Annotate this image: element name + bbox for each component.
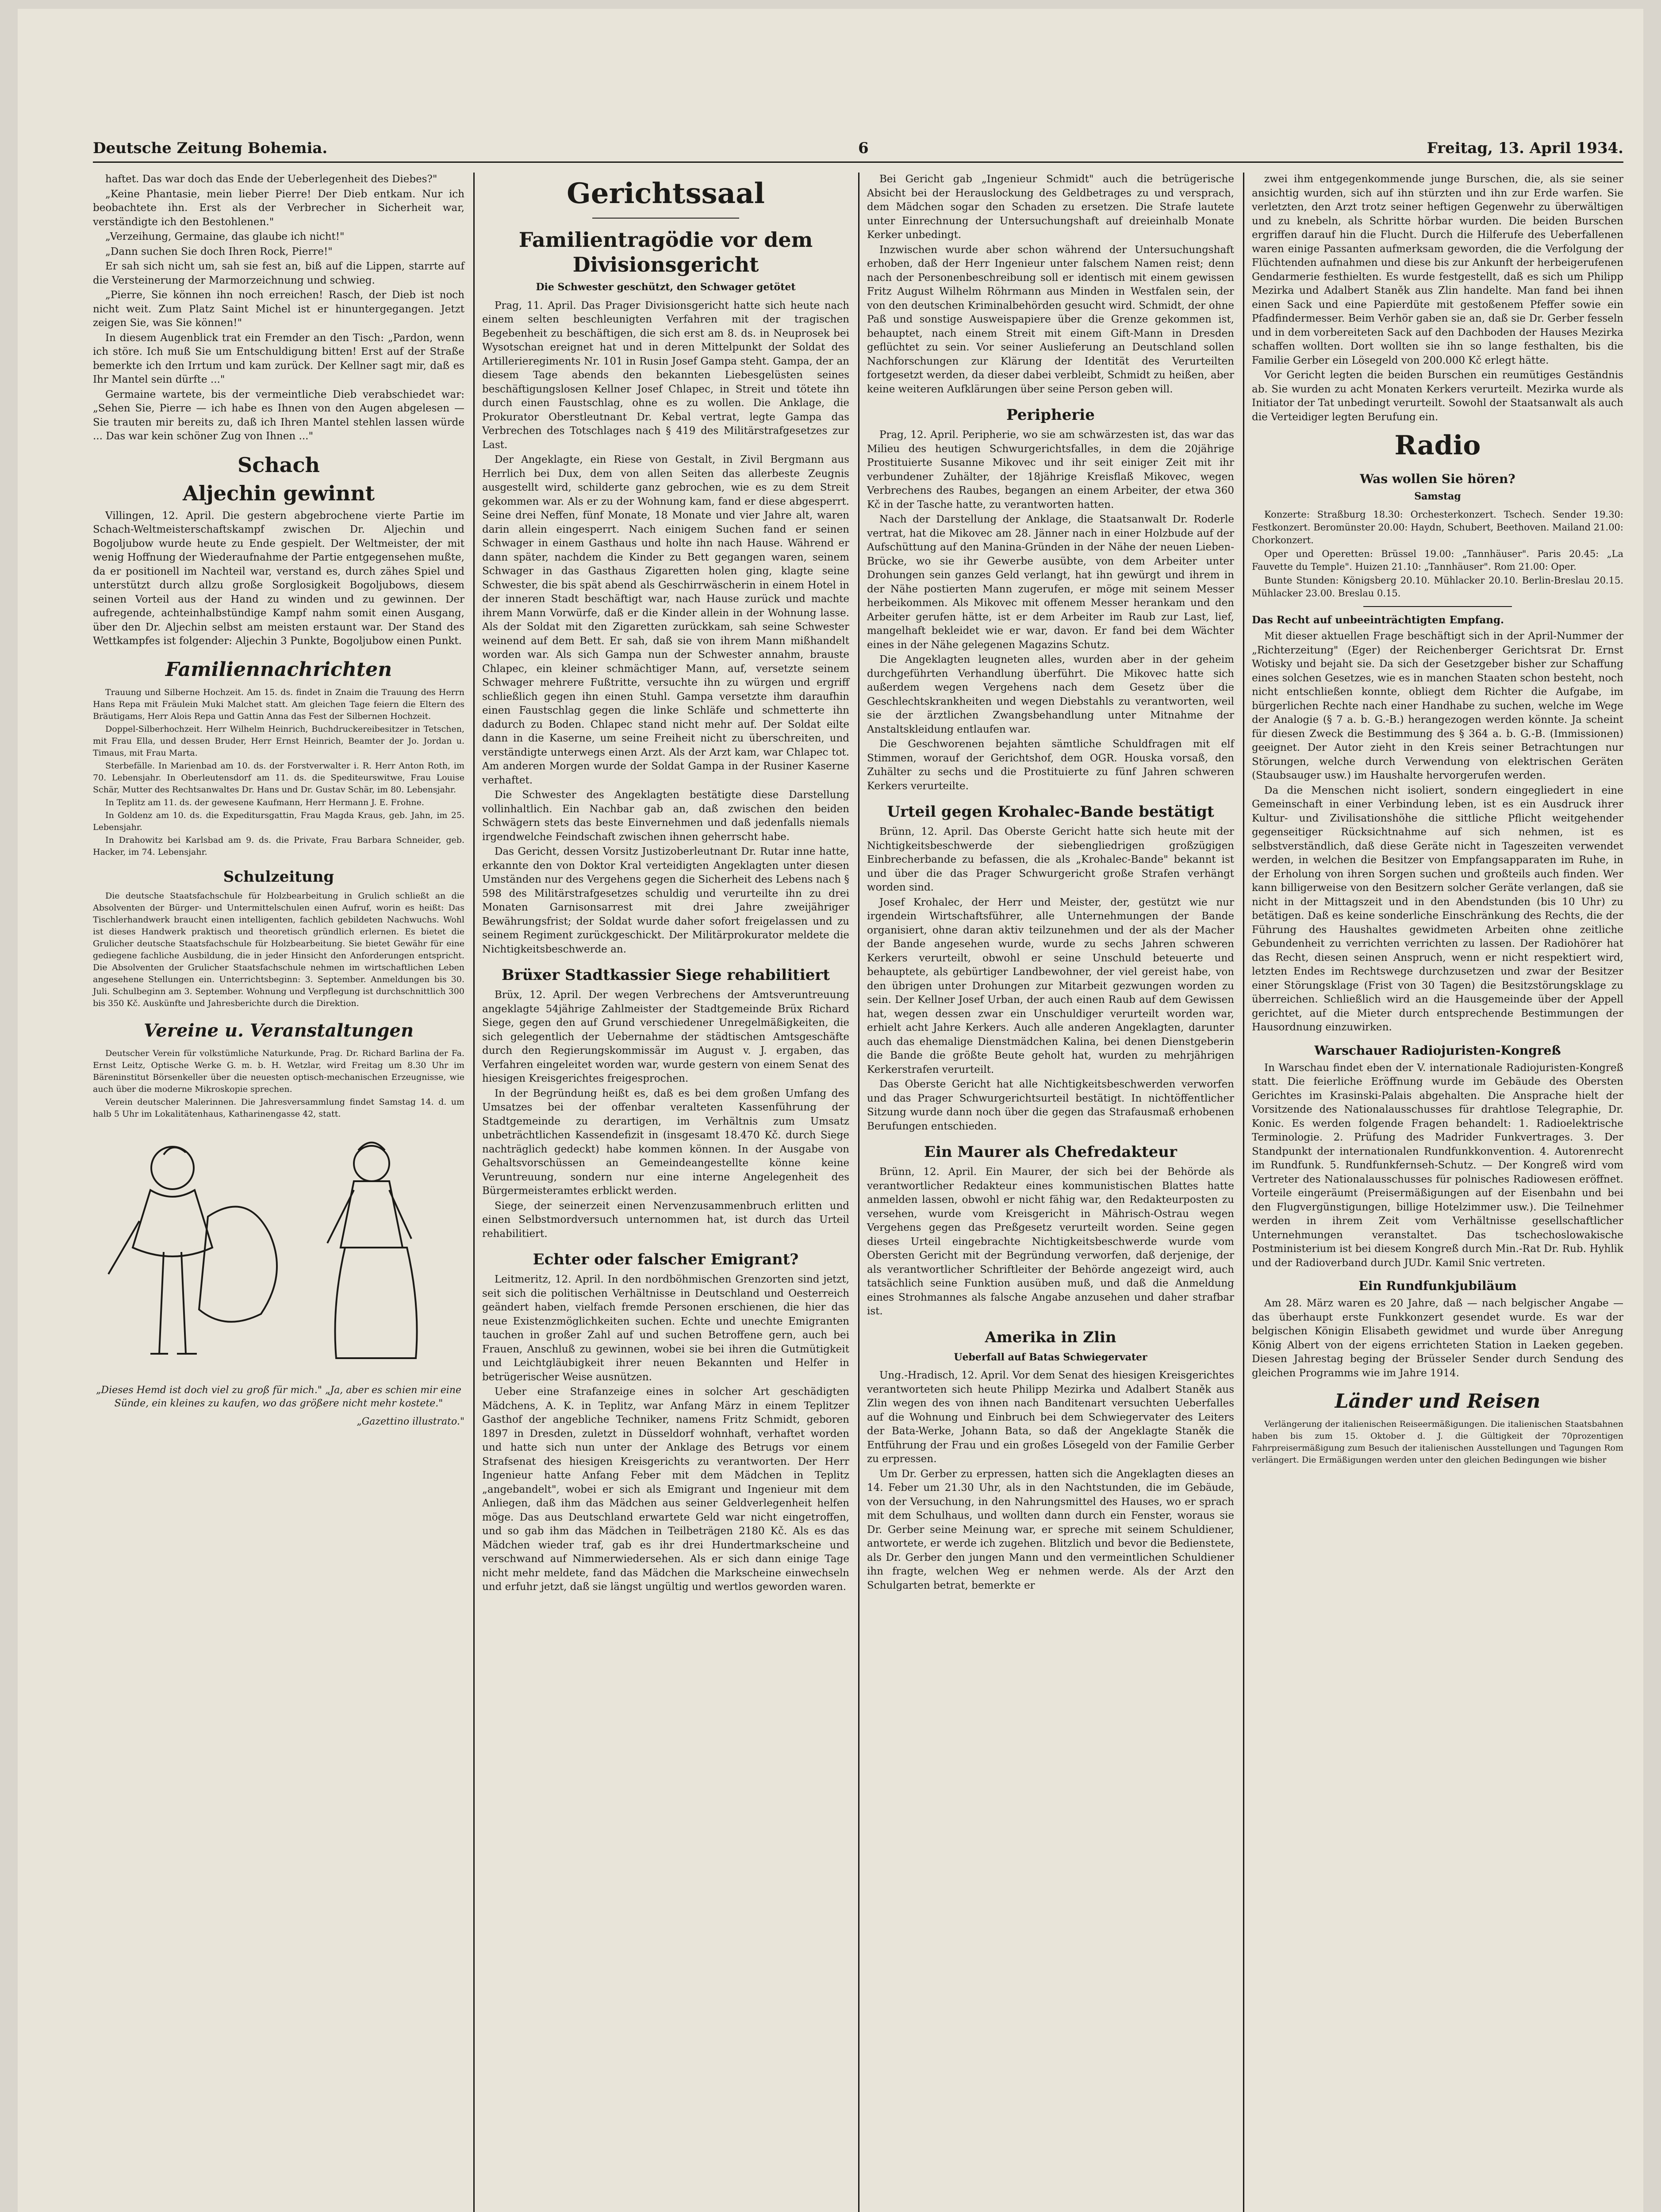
article-paragraph: Mit dieser aktuellen Frage beschäftigt sich in der April-Nummer der „Richterzeitung" (Eger) der Reichenberger Gerichtsrat Dr. Ernst Wotisky und bejaht sie. Da sich der Gesetzgeber bisher zur Schaffung eines solchen Gesetzes, wie es in manchen Staaten schon besteht, noch nicht entschließen konnte, obliegt dem Richter die Aufgabe, im bürgerlichen Rechte nach einer Handhabe zu suchen, welche im Wege der Analogie (§ 7 a. b. G.-B.) herangezogen werden könnte. Ja scheint für diesen Zweck die Bestimmung des § 364 a. b. G.-B. (Immissionen) geeignet. Der Autor zieht in den Kreis seiner Betrachtungen nur Störungen, welche durch Verwendung von elektrischen Geräten (Staubsauger usw.) im Haushalte hervorgerufen werden. <box>1252 630 1623 781</box>
article-paragraph: Bei Gericht gab „Ingenieur Schmidt" auch die betrügerische Absicht bei der Herauslockung des Geldbetrages zu und versprach, dem Mädchen sogar den Schaden zu ersetzen. Die Strafe lautete unter Einrechnung der Untersuchungshaft auf dreieinhalb Monate Kerker unbedingt. <box>867 173 1234 241</box>
article-paragraph: Ung.-Hradisch, 12. April. Vor dem Senat des hiesigen Kreisgerichtes verantworteten sich heute Philipp Mezirka und Adalbert Staněk aus Zlin wegen des von ihnen nach Banditenart versuchten Ueberfalles auf die Wohnung und Einbruch bei dem Schwiegervater des Leiters der Bata-Werke, Johann Bata, so daß der Angeklagte Staněk die Entführung der Frau und ein großes Lösegeld von der Familie Gerber zu erpressen. <box>867 1370 1234 1465</box>
cartoon-credit: „Gazettino illustrato." <box>357 1416 464 1427</box>
section-heading-court: Gerichtssaal <box>567 177 765 210</box>
story-paragraph: „Keine Phantasie, mein lieber Pierre! Der Dieb entkam. Nur ich beobachtete ihn. Erst als der Verbrecher in Sicherheit war, verständigte ich den Bestohlenen." <box>93 188 464 228</box>
section-heading-associations: Vereine u. Veranstaltungen <box>143 1020 414 1041</box>
article-paragraph: Inzwischen wurde aber schon während der Untersuchungshaft erhoben, daß der Herr Ingenieur unter falschem Namen reist; denn nach der Personenbeschreibung soll er identisch mit einem gewissen Fritz August Wilhelm Röhrmann aus Minden in Westfalen sein, der von den deutschen Kriminalbehörden gesucht wird. Schmidt, der ohne Paß und sonstige Ausweispapiere über die Grenze gekommen ist, behauptet, nach einem Streit mit einem Gift-Mann in Dresden geflüchtet zu sein. Vor seiner Auslieferung an Deutschland sollen Nachforschungen zur Klärung der Identität des Verurteilten fortgesetzt werden, da dieser dabei verbleibt, Schmidt zu heißen, aber keine weiteren Aufklärungen über seine Person geben will. <box>867 244 1234 395</box>
story-paragraph: In diesem Augenblick trat ein Fremder an den Tisch: „Pardon, wenn ich störe. Ich muß Sie um Entschuldigung bitten! Erst auf der Straße bemerkte ich den Irrtum und kam zurück. Der Kellner sagt mir, daß es Ihr Mantel sein dürfte ..." <box>93 332 464 385</box>
article-title-emigrant: Echter oder falscher Emigrant? <box>533 1251 799 1268</box>
article-paragraph: Prag, 12. April. Peripherie, wo sie am schwärzesten ist, das war das Milieu des heutigen Schwurgerichtsfalles, in dem die 20jährige Prostituierte Susanne Mikovec und ihr seit einiger Zeit mit ihr verbundener Zuhälter, der 18jährige Kreisflaß Mikovec, wegen Verbrechens des Raubes, begangen an einem Arbeiter, der etwa 360 Kč in der Tasche hatte, zu verantworten hatten. <box>867 429 1234 511</box>
divider <box>1363 606 1512 607</box>
radio-program: Konzerte: Straßburg 18.30: Orchesterkonzert. Tschech. Sender 19.30: Festkonzert. Beromünster 20.00: Haydn, Schubert, Beethoven. Mailand 21.00: Chorkonzert. <box>1252 509 1623 545</box>
article-paragraph: Am 28. März waren es 20 Jahre, daß — nach belgischer Angabe — das überhaupt erste Funkkonzert gesendet wurde. Es war der belgischen Königin Elisabeth gewidmet und wurde über Anregung König Albert von der eigens errichteten Station in Laeken gegeben. Diesen Jahrestag beging der Brüsseler Sender durch Sendung des gleichen Programms wie im Jahre 1914. <box>1252 1298 1623 1379</box>
article-subtitle-family-tragedy: Die Schwester geschützt, den Schwager getötet <box>536 281 796 293</box>
section-heading-family: Familiennachrichten <box>165 658 392 681</box>
article-paragraph: Da die Menschen nicht isoliert, sondern eingegliedert in eine Gemeinschaft in einer Verbindung leben, ist es ein Ausdruck ihrer Kultur- und Zivilisationshöhe die sittliche Pflicht weitgehender gegenseitiger Rücksichtnahme auf sich nehmen, ist es selbstverständlich, daß diese Geräte nicht in Tageszeiten verwendet werden, in welchen die Besitzer von Empfangsapparaten im Ruhe, in der Erholung von ihren Sorgen suchen und großteils auch finden. Wer kann billigerweise von den Besitzern solcher Geräte verlangen, daß sie nicht in der Mittagszeit und in den Abendstunden (bis 10 Uhr) zu betätigen. Daß es keine sonderliche Einschränkung des Rechts, die der Führung des Haushaltes gewidmeten Arbeiten ohne zeitliche Gebundenheit zu verrichten verrichten zu lassen. Der Radiohörer hat das Recht, diesen seinen Anspruch, wenn er nicht respektiert wird, letzten Endes im Rechtswege durchzusetzen und zwar der Besitzer einer Störungsklage (Frist von 30 Tagen) die Besitzstörungsklage zu überreichen. Schließlich wird an die Hausgemeinde über der Appell gerichtet, auf die Mieter durch entsprechende Bestimmungen der Hausordnung einzuwirken. <box>1252 784 1623 1033</box>
column-rule <box>473 173 475 2212</box>
section-heading-travel: Länder und Reisen <box>1335 1390 1541 1413</box>
family-notice: Trauung und Silberne Hochzeit. Am 15. ds. findet in Znaim die Trauung des Herrn Hans Repa mit Fräulein Muki Malchet statt. Am gleichen Tage feiern die Eltern des Bräutigams, Herr Alois Repa und Gattin Anna das Fest der Silbernen Hochzeit. <box>93 687 464 721</box>
article-paragraph: Josef Krohalec, der Herr und Meister, der, gestützt wie nur irgendein Wirtschaftsführer, alle Unternehmungen der Bande organisiert, ohne daran aktiv teilzunehmen und der als der Macher der Bande angesehen wurde, wurde zu sechs Jahren schweren Kerkers verurteilt, obwohl er seine Unschuld beteuerte und behauptete, als gebürtiger Landbewohner, der viel gereist habe, von den übrigen unter Drohungen zur Mitarbeit gezwungen worden zu sein. Der Kellner Josef Urban, der auch einen Raub auf dem Gewissen hat, wegen dessen zwar ein Unschuldiger verurteilt worden war, erhielt acht Jahre Kerkers. Auch alle anderen Angeklagten, darunter auch das ehemalige Dienstmädchen Kalina, bei denen Dienstgeberin die Bande die größte Beute geholt hat, wurden zu mehrjährigen Kerkerstrafen verurteilt. <box>867 896 1234 1075</box>
section-heading-chess: Schach <box>238 453 320 477</box>
column-rule <box>1243 173 1244 2212</box>
article-title-zlin: Amerika in Zlin <box>985 1328 1116 1346</box>
radio-congress-heading: Warschauer Radiojuristen-Kongreß <box>1314 1043 1561 1058</box>
association-notices <box>93 1048 464 1120</box>
radio-law-heading: Das Recht auf unbeeinträchtigten Empfang. <box>1252 614 1504 626</box>
story-paragraph: „Dann suchen Sie doch Ihren Rock, Pierre!" <box>105 246 333 257</box>
story-paragraph: Germaine wartete, bis der vermeintliche Dieb verabschiedet war: „Sehen Sie, Pierre — ich habe es Ihnen von den Augen abgelesen — Sie trauten mir bereits zu, daß ich Ihren Mantel stehlen lassen würde ... Das war kein schöner Zug von Ihnen ..." <box>93 388 464 442</box>
association-notice: Deutscher Verein für volkstümliche Naturkunde, Prag. Dr. Richard Barlina der Fa. Ernst Leitz, Optische Werke G. m. b. H. Wetzlar, wird Freitag um 8.30 Uhr im Bäreninstitut Börsenkeller über die neuesten optisch-mechanischen Erzeugnisse, wie auch über die moderne Mikroskopie sprechen. <box>93 1048 464 1094</box>
radio-program-list <box>1252 508 1623 600</box>
article-paragraph: Nach der Darstellung der Anklage, die Staatsanwalt Dr. Roderle vertrat, hat die Mikovec am 28. Jänner nach in einer Holzbude auf der Aufschüttung auf den Manina-Gründen in der Nähe der neuen Lieben-Brücke, wo sie ihr Gewerbe ausübte, von dem Arbeiter unter Drohungen sein ganzes Geld verlangt, hat ihn gewürgt und ihrem in der Nähe postierten Mann zugerufen, er möge mit seinem Messer herbeikommen. Als Mikovec mit offenem Messer herankam und den Arbeiter gerufen hätte, ist er dem Arbeiter im Raub zur Last, lief, mangelhaft bekleidet wie er war, davon. Er fand bei dem Wächter eines in der Nähe gelegenen Magazins Schutz. <box>867 514 1234 651</box>
article-paragraph: Brünn, 12. April. Ein Maurer, der sich bei der Behörde als verantwortlicher Redakteur eines kommunistischen Blattes hatte anmelden lassen, obwohl er nicht fähig war, den Redakteurposten zu versehen, wurde vom Kreisgericht in Mährisch-Ostrau wegen Vergehens gegen das Preßgesetz verurteilt worden. Seine gegen dieses Urteil eingebrachte Nichtigkeitsbeschwerde wurde vom Obersten Gericht mit der Begründung verworfen, daß derjenige, der als verantwortlicher Schriftleiter der Behörde angezeigt wird, auch tatsächlich seine Funktion ausüben muß, und daß die Anmeldung eines Strohmannes als falsche Angabe anzusehen und daher strafbar ist. <box>867 1166 1234 1317</box>
column-1 <box>93 173 464 1429</box>
article-paragraph: Brünn, 12. April. Das Oberste Gericht hatte sich heute mit der Nichtigkeitsbeschwerde der siebengliedrigen großzügigen Einbrecherbande zu befassen, die als „Krohalec-Bande" bekannt ist und über die das Prager Schwurgericht große Strafen verhängt worden sind. <box>867 826 1234 893</box>
article-paragraph: In Warschau findet eben der V. internationale Radiojuristen-Kongreß statt. Die feierliche Eröffnung wurde im Gebäude des Obersten Gerichtes im Krasinski-Palais abgehalten. Die Ansprache hielt der Vorsitzende des Nationalausschusses für drahtlose Telegraphie, Dr. Konic. Es werden folgende Fragen behandelt: 1. Radioelektrische Terminologie. 2. Prüfung des Madrider Funkvertrages. 3. Der Standpunkt der internationalen Rundfunkkonvention. 4. Autorenrecht im Rundfunk. 5. Rundfunkfernseh-Schutz. — Der Kongreß wird vom Vertreter des Nationalausschusses für polnisches Radiowesen eröffnet. Vorteile eingeräumt (Preisermäßigungen auf der Eisenbahn und bei den Flugvergünstigungen, billige Hotelzimmer usw.). Die Teilnehmer werden in ihrem Zeit vom Verhältnisse gesellschaftlicher Unternehmungen veranstaltet. Das tschechoslowakische Postministerium ist bei diesem Kongreß durch Min.-Rat Dr. Rub. Hyhlik und der Radioverband durch JUDr. Kamil Snic vertreten. <box>1252 1062 1623 1269</box>
article-title-periphery: Peripherie <box>1006 406 1095 424</box>
paper-name: Deutsche Zeitung Bohemia. <box>93 139 328 157</box>
story-paragraph: „Pierre, Sie können ihn noch erreichen! Rasch, der Dieb ist noch nicht weit. Zum Platz Saint Michel ist er hinuntergegangen. Jetzt zeigen Sie, was Sie können!" <box>93 289 464 329</box>
family-notice: In Teplitz am 11. ds. der gewesene Kaufmann, Herr Hermann J. E. Frohne. <box>105 797 424 807</box>
family-notice: In Drahowitz bei Karlsbad am 9. ds. die Private, Frau Barbara Schneider, geb. Hacker, im 74. Lebensjahr. <box>93 835 464 857</box>
article-paragraph: Brüx, 12. April. Der wegen Verbrechens der Amtsveruntreuung angeklagte 54jährige Zahlmeister der Stadtgemeinde Brüx Richard Siege, gegen den auf Grund verschiedener Unregelmäßigkeiten, die sich gelegentlich der Uebernahme der städtischen Amtsgeschäfte durch den Regierungskommissär im August v. J. ergaben, das Verfahren eingeleitet worden war, wurde gestern von einem Senat des hiesigen Kreisgerichtes freigesprochen. <box>482 989 849 1084</box>
article-paragraph: Die Schwester des Angeklagten bestätigte diese Darstellung vollinhaltlich. Ein Nachbar gab an, daß zwischen den beiden Schwägern stets das beste Einvernehmen und daß jedenfalls niemals irgendwelche Feindschaft zwischen ihnen geherrscht habe. <box>482 789 849 843</box>
article-title-cashier: Brüxer Stadtkassier Siege rehabilitiert <box>502 966 830 984</box>
column-4 <box>1252 173 1623 1467</box>
article-paragraph: Ueber eine Strafanzeige eines in solcher Art geschädigten Mädchens, A. K. in Teplitz, war Anfang März in einem Teplitzer Gasthof der angebliche Techniker, namens Fritz Schmidt, geboren 1897 in Dresden, zuletzt in Düsseldorf wohnhaft, verhaftet worden und hatte sich nun unter der Anklage des Betrugs vor einem Strafsenat des hiesigen Kreisgerichts zu verantworten. Der Herr Ingenieur hatte Anfang Feber mit dem Mädchen in Teplitz „angebandelt", wobei er sich als Emigrant und Ingenieur mit dem Anliegen, daß ihm das Mädchen aus seiner Geldverlegenheit helfen möge. Das aus Deutschland erwartete Geld war nicht eingetroffen, und so gab ihm das Mädchen in Teilbeträgen 2180 Kč. Als es das Mädchen wieder traf, gab es ihr drei Hundertmarkscheine und verschwand auf Nimmerwiedersehen. Als er sich dann einige Tage nicht mehr meldete, fand das Mädchen die Markscheine einwechseln und erfuhr jetzt, daß sie längst ungültig und wertlos geworden waren. <box>482 1386 849 1593</box>
radio-title: Was wollen Sie hören? <box>1360 472 1515 486</box>
association-notice: Verein deutscher Malerinnen. Die Jahresversammlung findet Samstag 14. d. um halb 5 Uhr im Lokalitätenhaus, Katharinengasse 42, statt. <box>93 1097 464 1119</box>
family-notices <box>93 687 464 858</box>
radio-program: Oper und Operetten: Brüssel 19.00: „Tannhäuser". Paris 20.45: „La Fauvette du Temple". Huizen 21.10: „Tannhäuser". Rom 21.00: Oper. <box>1252 548 1623 572</box>
story-paragraph: haftet. Das war doch das Ende der Ueberlegenheit des Diebes?" <box>105 173 437 185</box>
section-heading-radio: Radio <box>1394 430 1481 461</box>
masthead <box>93 135 1623 163</box>
cartoon-caption: „Dieses Hemd ist doch viel zu groß für mich." „Ja, aber es schien mir eine Sünde, ein kleines zu kaufen, wo das größere nicht mehr kostete." <box>96 1384 461 1409</box>
story-end <box>93 173 464 444</box>
issue-date: Freitag, 13. April 1934. <box>1427 139 1623 157</box>
article-title-chess: Aljechin gewinnt <box>182 481 375 505</box>
article-paragraph: Prag, 11. April. Das Prager Divisionsgericht hatte sich heute nach einem selten beschleunigten Verfahren mit der tragischen Begebenheit zu beschäftigen, die sich erst am 8. ds. in Neuprosek bei Wysotschan ereignet hat und in deren Mittelpunkt der Soldat des Artillerieregiments Nr. 101 in Rusin Josef Gampa steht. Gampa, der an diesem Tage abends den bekannten Liebesgelüsten seines beschäftigungslosen Kellner Josef Chlapec, in Streit und tötete ihn durch einen Faustschlag, ohne es zu wollen. Die Anklage, die Prokurator Oberstleutnant Dr. Kebal vertrat, legte Gampa das Verbrechen des Totschlages nach § 419 des Militärstrafgesetzes zur Last. <box>482 300 849 451</box>
article-paragraph: Leitmeritz, 12. April. In den nordböhmischen Grenzorten sind jetzt, seit sich die politischen Verhältnisse in Deutschland und Oesterreich geändert haben, vielfach fremde Personen erschienen, die hier das neue Existenzmöglichkeiten suchen. Echte und unechte Emigranten tauchen in großer Zahl auf und suchen Betroffene gern, auch bei Frauen, Anschluß zu gewinnen, wobei sie bei ihren die Gutmütigkeit und Leichtgläubigkeit ihrer neuen Bekannten und Helfer in betrügerischer Weise ausnützen. <box>482 1274 849 1383</box>
article-title-mason: Ein Maurer als Chefredakteur <box>924 1143 1177 1161</box>
story-paragraph: „Verzeihung, Germaine, das glaube ich nicht!" <box>105 231 345 242</box>
column-3 <box>867 173 1234 1594</box>
cartoon-illustration <box>97 1128 460 1376</box>
article-paragraph: Siege, der seinerzeit einen Nervenzusammenbruch erlitten und einen Selbstmordversuch unternommen hat, ist durch das Urteil rehabilitiert. <box>482 1200 849 1240</box>
newspaper-page <box>18 9 1643 2212</box>
radio-program: Bunte Stunden: Königsberg 20.10. Mühlacker 20.10. Berlin-Breslau 20.15. Mühlacker 23.00. Breslau 0.15. <box>1252 575 1623 599</box>
section-heading-school: Schulzeitung <box>223 868 334 886</box>
page-number: 6 <box>858 139 869 157</box>
article-paragraph: Um Dr. Gerber zu erpressen, hatten sich die Angeklagten dieses an 14. Feber um 21.30 Uhr, als in den Nachtstunden, die im Gebäude, von der Versuchung, in den Nahrungsmittel des Hauses, wo er sprach mit dem Schulhaus, und wollten dann durch ein Fenster, woraus sie Dr. Gerber seine Meinung war, er spreche mit seinem Schuldiener, antwortete, er werde ich zugehen. Blitzlich und bevor die Bedienstete, als Dr. Gerber den jungen Mann und den vermeintlichen Schuldiener ihn fragte, welchen Weg er nehmen werde. Als der Arzt den Schulgarten betrat, bemerkte er <box>867 1468 1234 1591</box>
article-paragraph: Verlängerung der italienischen Reiseermäßigungen. Die italienischen Staatsbahnen haben bis zum 15. Oktober d. J. die Gültigkeit der 70prozentigen Fahrpreisermäßigung zum Besuch der italienischen Ausstellungen und Tagungen Rom verlängert. Die Ermäßigungen werden unter den gleichen Bedingungen wie bisher <box>1252 1419 1623 1465</box>
article-title-krohalec: Urteil gegen Krohalec-Bande bestätigt <box>887 803 1214 821</box>
article-text-chess: Villingen, 12. April. Die gestern abgebrochene vierte Partie im Schach-Weltmeisterschaftskampf zwischen Dr. Aljechin und Bogoljubow wurde heute zu Ende gespielt. Der Weltmeister, der mit wenig Hoffnung der Wiederaufnahme der Partie entgegensehen mußte, da er positionell im Nachteil war, verstand es, durch zähes Spiel und unterstützt durch allzu große Sorglosigkeit Bogoljubows, diesem seinen Vorteil aus der Hand zu winden und zu gewinnen. Der aufregende, achteinhalbstündige Kampf nahm somit einen Ausgang, über den Dr. Aljechin selbst am meisten erstaunt war. Der Stand des Wettkampfes ist folgender: Aljechin 3 Punkte, Bogoljubow einen Punkt. <box>93 510 464 647</box>
article-paragraph: Das Gericht, dessen Vorsitz Justizoberleutnant Dr. Rutar inne hatte, erkannte den von Doktor Kral verteidigten Angeklagten unter diesen Umständen nur des Vergehens gegen die Sicherheit des Lebens nach § 598 des Militärstrafgesetzes schuldig und verurteilte ihn zu drei Monaten Garnisonsarrest mit drei Jahre zweijähriger Bewährungsfrist; der Soldat wurde daher sofort freigelassen und zu seinem Regiment zurückgeschickt. Der Militärprokurator meldete die Nichtigkeitsbeschwerde an. <box>482 846 849 955</box>
article-text-school: Die deutsche Staatsfachschule für Holzbearbeitung in Grulich schließt an die Absolventen der Bürger- und Untermittelschulen einen Aufruf, worin es heißt: Das Tischlerhandwerk braucht einen intelligenten, fachlich gebildeten Nachwuchs. Wohl ist dieses Handwerk praktisch und theoretisch gründlich erlernen. Es bietet die Grulicher deutsche Staatsfachschule für Holzbearbeitung. Sie bietet Gewähr für eine gediegene fachliche Ausbildung, die in jeder Hinsicht den Anforderungen entspricht. Die Absolventen der Grulicher Staatsfachschule nehmen im wirtschaftlichen Leben angesehene Stellungen ein. Unterrichtsbeginn: 3. September. Anmeldungen bis 30. Juli. Schulbeginn am 3. September. Wohnung und Verpflegung ist durchschnittlich 300 bis 350 Kč. Auskünfte und Jahresberichte durch die Direktion. <box>93 891 464 1008</box>
article-paragraph: Die Angeklagten leugneten alles, wurden aber in der geheim durchgeführten Verhandlung überführt. Die Mikovec hatte sich außerdem wegen Vergehens nach dem Gesetz über die Geschlechtskrankheiten und wegen Diebstahls zu verantworten, weil sie der ärztlichen Zwangsbehandlung unter Mitnahme der Anstaltskleidung entlaufen war. <box>867 654 1234 735</box>
divider <box>592 218 739 219</box>
story-paragraph: Er sah sich nicht um, sah sie fest an, biß auf die Lippen, starrte auf die Versteinerung der Marmorzeichnung und schwieg. <box>93 261 464 286</box>
article-paragraph: Die Geschworenen bejahten sämtliche Schuldfragen mit elf Stimmen, worauf der Gerichtshof, dem OGR. Houska vorsaß, den Zuhälter zu sechs und die Prostituierte zu fünf Jahren schweren Kerkers verurteilte. <box>867 738 1234 792</box>
article-title-family-tragedy: Familientragödie vor dem Divisionsgericht <box>518 228 813 276</box>
article-subtitle-zlin: Ueberfall auf Batas Schwiegervater <box>954 1351 1147 1363</box>
radio-jubilee-heading: Ein Rundfunkjubiläum <box>1358 1279 1517 1293</box>
article-paragraph: Der Angeklagte, ein Riese von Gestalt, in Zivil Bergmann aus Herrlich bei Dux, dem von allen Seiten das allerbeste Zeugnis ausgestellt wird, schilderte ganz gebrochen, wie es zu dem Streit gekommen war. Als er zu der Wohnung kam, fand er diese abgesperrt. Seine drei Neffen, fünf Monate, 18 Monate und vier Jahre alt, waren darin allein eingesperrt. Nach einigem Suchen fand er seinen Schwager in einem Gasthaus und holte ihn nach Hause. Während er dann später, nachdem die Kinder zu Bett gegangen waren, seinem Schwager in das Gasthaus Zigaretten holen ging, klagte seine Schwester, die bis spät abend als Geschirrwäscherin in einem Hotel in der inneren Stadt beschäftigt war, nach Hause zurück und machte ihrem Mann Vorwürfe, daß er die Kinder allein in der Wohnung lasse. Als der Soldat mit den Zigaretten zurückkam, sah seine Schwester weinend auf dem Bett. Er sah, daß sie von ihrem Mann mißhandelt worden war. Als sich Gampa nun der Schwester annahm, brauste Chlapec, ein kleiner schmächtiger Mann, auf, versetzte seinem Schwager mehrere Fußtritte, versuchte ihn zu würgen und ergriff schließlich gegen ihn einen Stuhl. Gampa versetzte ihm daraufhin einen Faustschlag gegen die linke Schläfe und schmetterte ihn dadurch zu Boden. Chlapec stand nicht mehr auf. Der Soldat eilte dann in die Kaserne, um seine Freiheit nicht zu überschreiten, und verständigte unterwegs einen Arzt. Als der Arzt kam, war Chlapec tot. Am anderen Morgen wurde der Soldat Gampa in der Rusiner Kaserne verhaftet. <box>482 454 849 786</box>
radio-day: Samstag <box>1414 491 1461 502</box>
article-paragraph: Das Oberste Gericht hat alle Nichtigkeitsbeschwerden verworfen und das Prager Schwurgerichtsurteil bestätigt. In nichtöffentlicher Sitzung wurde dann noch über die gegen das Strafausmaß erhobenen Berufungen entschieden. <box>867 1079 1234 1132</box>
family-notice: In Goldenz am 10. ds. die Expeditursgattin, Frau Magda Kraus, geb. Jahn, im 25. Lebensjahr. <box>93 810 464 832</box>
article-paragraph: In der Begründung heißt es, daß es bei dem großen Umfang des Umsatzes bei der offenbar veralteten Kassenführung der Stadtgemeinde zu derartigen, im Verhältnis zum Umsatz unbeträchtlichen Kassendefizit in (insgesamt 18.470 Kč. durch Siege nachträglich gedeckt) habe kommen können. In der Ausgabe von Gehaltsvorschüssen an Gemeindeangestellte könne keine Veruntreuung, sondern nur eine interne Angelegenheit des Bürgermeisteramtes erblickt werden. <box>482 1087 849 1197</box>
article-paragraph: zwei ihm entgegenkommende junge Burschen, die, als sie seiner ansichtig wurden, sich auf ihn stürzten und ihn zur Erde warfen. Sie verletzten, den Arzt trotz seiner heftigen Gegenwehr zu überwältigen und zu knebeln, als Schritte hörbar wurden. Die beiden Burschen ergriffen darauf hin die Flucht. Durch die Hilferufe des Ueberfallenen waren einige Passanten aufmerksam geworden, die die Verfolgung der Flüchtenden aufnahmen und diese bis zur Ankunft der herbeigerufenen Gendarmerie festhielten. Es wurde festgestellt, daß es sich um Philipp Mezirka und Adalbert Staněk aus Zlin handelte. Man fand bei ihnen einen Sack und eine Papierdüte mit gestoßenem Pfeffer sowie ein Pfadfindermesser. Beim Verhör gaben sie an, daß sie Dr. Gerber fesseln und in dem vorbereiteten Sack auf den Dachboden der Hauses Mezirka schaffen wollten. Dort wollten sie ihn so lange festhalten, bis die Familie Gerber ein Lösegeld von 200.000 Kč erlegt hätte. <box>1252 173 1623 366</box>
family-notice: Doppel-Silberhochzeit. Herr Wilhelm Heinrich, Buchdruckereibesitzer in Tetschen, mit Frau Ella, und dessen Bruder, Herr Ernst Heinrich, Beamter der Jo. Jordan u. Timaus, mit Frau Marta. <box>93 724 464 758</box>
article-paragraph: Vor Gericht legten die beiden Burschen ein reumütiges Geständnis ab. Sie wurden zu acht Monaten Kerkers verurteilt. Mezirka wurde als Initiator der Tat unbedingt verurteilt. Sowohl der Staatsanwalt als auch die Verteidiger legten Berufung ein. <box>1252 369 1623 423</box>
family-notice: Sterbefälle. In Marienbad am 10. ds. der Forstverwalter i. R. Herr Anton Roth, im 70. Lebensjahr. In Oberleutensdorf am 11. ds. die Spediteurswitwe, Frau Louise Schär, Mutter des Rechtsanwaltes Dr. Hans und Dr. Gustav Schär, im 80. Lebensjahr. <box>93 760 464 795</box>
column-2 <box>482 173 849 1595</box>
cartoon-drawing <box>97 1128 460 1376</box>
column-rule <box>858 173 859 2212</box>
